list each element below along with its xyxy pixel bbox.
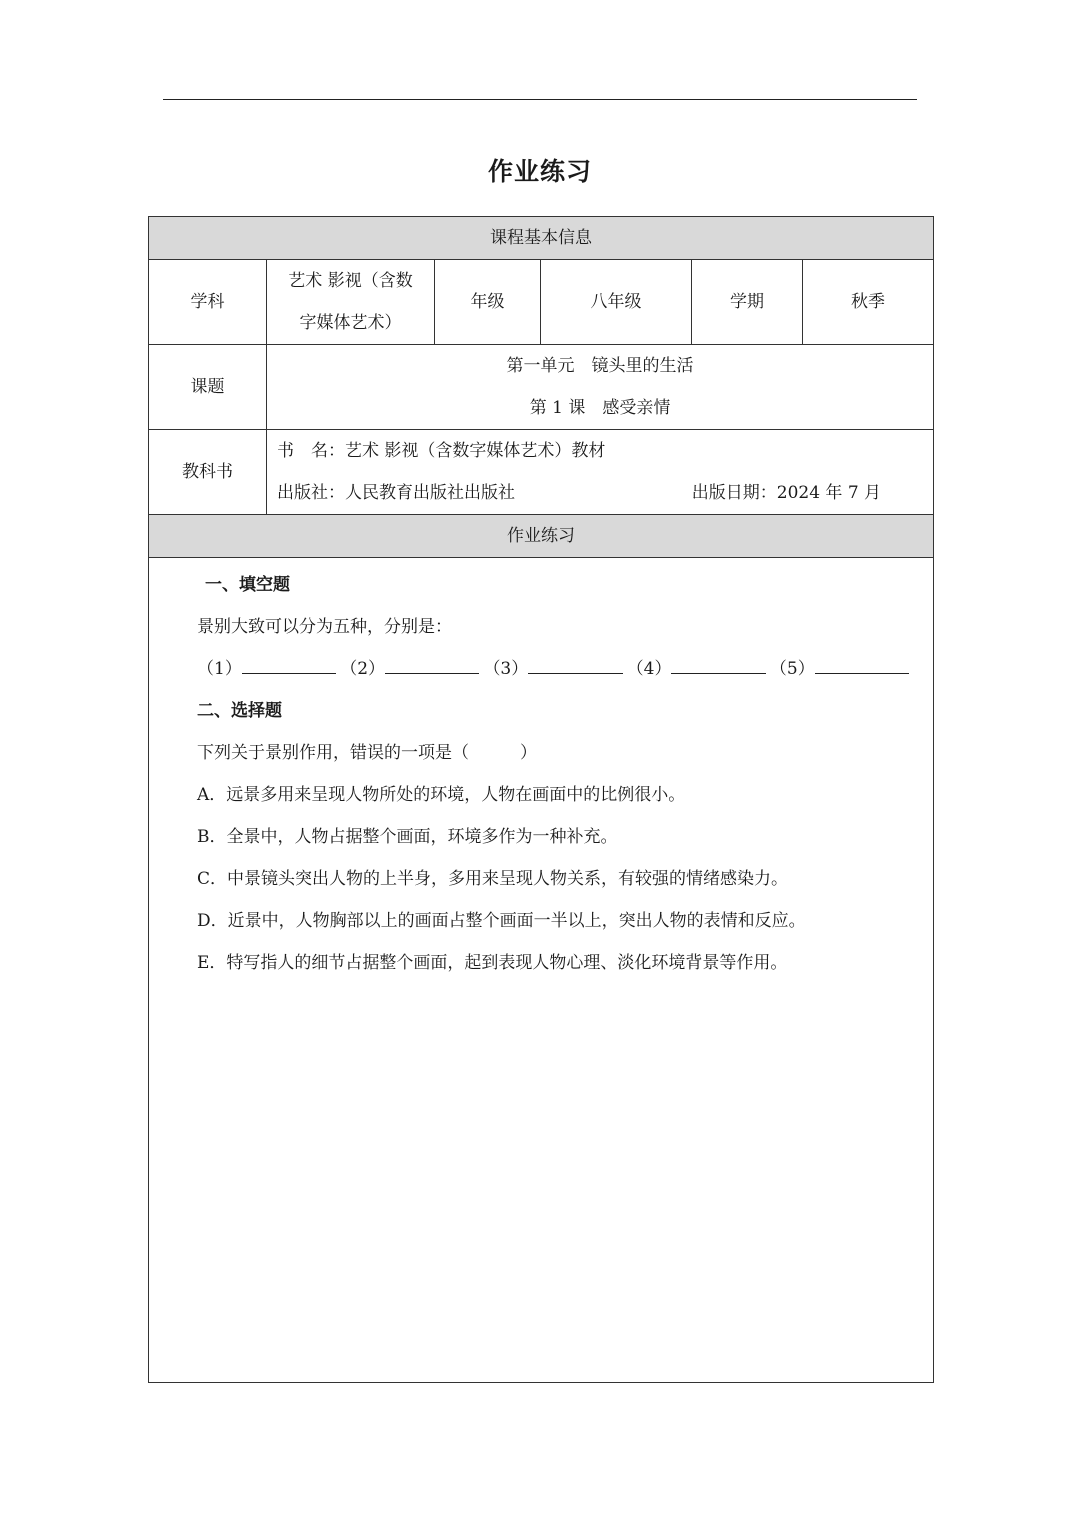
topic-label: 课题	[149, 345, 267, 430]
blank-label-3: （3）	[483, 659, 529, 679]
page-title: 作业练习	[487, 157, 592, 186]
course-info-header: 课程基本信息	[149, 217, 934, 260]
term-label: 学期	[692, 260, 803, 345]
fill-prompt: 景别大致可以分为五种，分别是：	[197, 617, 452, 637]
subject-value-line2: 字媒体艺术）	[299, 313, 402, 333]
grade-label: 年级	[435, 260, 541, 345]
blank-label-5: （5）	[769, 659, 815, 679]
blank-field-5[interactable]	[815, 651, 909, 674]
header-rule	[163, 99, 917, 100]
textbook-info	[267, 430, 934, 515]
blank-label-2: （2）	[340, 659, 386, 679]
choice-option-e: E．特写指人的细节占据整个画面，起到表现人物心理、淡化环境背景等作用。	[197, 953, 788, 973]
choice-option-b: B．全景中，人物占据整个画面，环境多作为一种补充。	[197, 827, 618, 847]
choice-option-c: C．中景镜头突出人物的上半身，多用来呈现人物关系，有较强的情绪感染力。	[197, 869, 789, 889]
choice-section-title: 二、选择题	[197, 701, 282, 721]
term-value: 秋季	[803, 260, 934, 345]
book-name: 书 名：艺术 影视（含数字媒体艺术）教材	[277, 441, 606, 461]
blank-field-3[interactable]	[528, 651, 622, 674]
publisher-line	[277, 472, 933, 514]
blank-field-1[interactable]	[242, 651, 336, 674]
fill-blanks	[197, 648, 913, 690]
blank-field-2[interactable]	[385, 651, 479, 674]
blank-label-4: （4）	[626, 659, 672, 679]
choice-option-a: A．远景多用来呈现人物所处的环境，人物在画面中的比例很小。	[197, 785, 686, 805]
fill-section-title: 一、填空题	[205, 575, 290, 595]
subject-label: 学科	[149, 260, 267, 345]
homework-table	[148, 216, 934, 1383]
exercise-body	[149, 558, 934, 1383]
blank-field-4[interactable]	[671, 651, 765, 674]
topic-value	[267, 345, 934, 430]
textbook-label: 教科书	[149, 430, 267, 515]
blank-label-1: （1）	[197, 659, 242, 679]
choice-option-d: D．近景中，人物胸部以上的画面占整个画面一半以上，突出人物的表情和反应。	[197, 911, 806, 931]
grade-value: 八年级	[541, 260, 692, 345]
choice-prompt: 下列关于景别作用，错误的一项是（ ）	[197, 743, 537, 763]
subject-value	[267, 260, 435, 345]
publish-date: 出版日期：2024 年 7 月	[691, 483, 882, 503]
exercise-header: 作业练习	[149, 515, 934, 558]
topic-unit: 第一单元 镜头里的生活	[506, 356, 694, 376]
publisher: 出版社：人民教育出版社出版社	[277, 483, 515, 503]
subject-value-line1: 艺术 影视（含数	[288, 271, 413, 291]
topic-lesson: 第 1 课 感受亲情	[529, 398, 671, 418]
